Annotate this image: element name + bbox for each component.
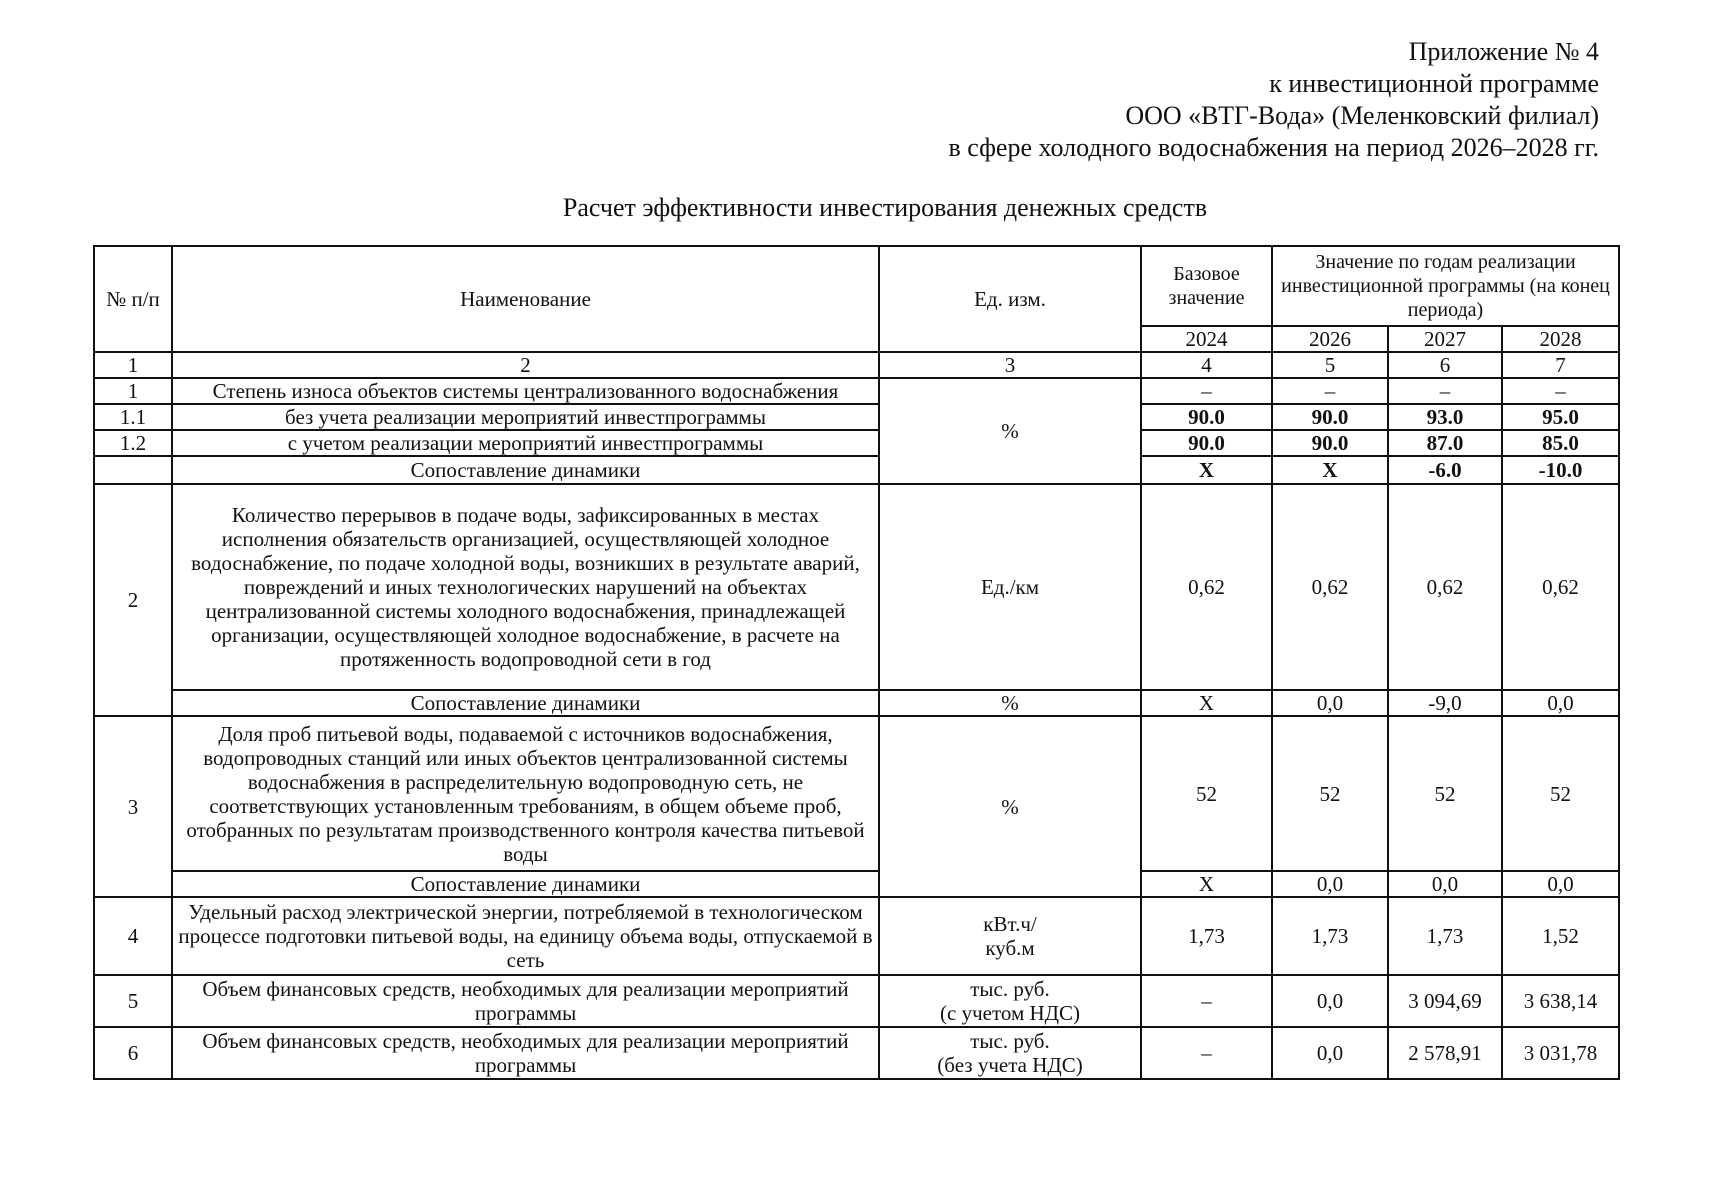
column-number: 7 (1502, 352, 1619, 378)
row-value: 0,0 (1272, 975, 1388, 1027)
row-value: 1,73 (1388, 897, 1502, 975)
row-value: -6.0 (1388, 456, 1502, 484)
row-num: 1 (94, 378, 172, 404)
row-num: 2 (94, 484, 172, 716)
header-program-reference: к инвестиционной программе (1269, 69, 1599, 98)
row-name: без учета реализации мероприятий инвестпрограммы (172, 404, 879, 430)
row-unit-line: (без учета НДС) (937, 1053, 1083, 1077)
row-value: 90.0 (1272, 404, 1388, 430)
header-cell-year: 2024 (1141, 326, 1272, 352)
row-value: 0,62 (1272, 484, 1388, 690)
row-value: 1,73 (1141, 897, 1272, 975)
row-num: 4 (94, 897, 172, 975)
row-value: 52 (1141, 716, 1272, 871)
row-value: 0,62 (1141, 484, 1272, 690)
header-cell-year: 2028 (1502, 326, 1619, 352)
column-number: 6 (1388, 352, 1502, 378)
row-unit: % (879, 690, 1141, 716)
row-unit: % (879, 716, 1141, 897)
header-cell-unit: Ед. изм. (879, 246, 1141, 352)
row-value: – (1141, 1027, 1272, 1079)
row-value: 1,52 (1502, 897, 1619, 975)
row-name: Объем финансовых средств, необходимых для реализации мероприятий программы (172, 975, 879, 1027)
row-value: 0,0 (1502, 871, 1619, 897)
row-value: 90.0 (1272, 430, 1388, 456)
efficiency-table (93, 245, 1620, 1080)
row-num: 1.2 (94, 430, 172, 456)
table-row (94, 430, 1619, 456)
table-row (94, 404, 1619, 430)
row-value: X (1272, 456, 1388, 484)
row-value: 0,62 (1388, 484, 1502, 690)
row-unit (879, 975, 1141, 1027)
table-row (94, 690, 1619, 716)
table-row (94, 484, 1619, 690)
table-header-row (94, 246, 1619, 326)
row-num (94, 456, 172, 484)
header-cell-name: Наименование (172, 246, 879, 352)
row-unit-line: кВт.ч/ (983, 912, 1037, 936)
header-organization: ООО «ВТГ-Вода» (Меленковский филиал) (1125, 101, 1599, 130)
row-value: 87.0 (1388, 430, 1502, 456)
row-unit (879, 897, 1141, 975)
header-cell-year: 2026 (1272, 326, 1388, 352)
row-name: Удельный расход электрической энергии, потребляемой в технологическом процессе подготовки питьевой воды, на единицу объема воды, отпускаемой в сеть (172, 897, 879, 975)
row-value: 3 638,14 (1502, 975, 1619, 1027)
row-value: 85.0 (1502, 430, 1619, 456)
header-cell-num: № п/п (94, 246, 172, 352)
table-row (94, 897, 1619, 975)
column-number: 2 (172, 352, 879, 378)
row-value: 0,0 (1272, 1027, 1388, 1079)
table-row (94, 975, 1619, 1027)
row-value: – (1502, 378, 1619, 404)
row-value: 3 031,78 (1502, 1027, 1619, 1079)
column-number: 3 (879, 352, 1141, 378)
row-value: X (1141, 690, 1272, 716)
row-value: – (1141, 378, 1272, 404)
row-value: X (1141, 871, 1272, 897)
row-unit-line: (с учетом НДС) (940, 1001, 1080, 1025)
row-value: 90.0 (1141, 404, 1272, 430)
header-period: в сфере холодного водоснабжения на период 2026–2028 гг. (948, 133, 1599, 162)
row-value: 0,0 (1272, 871, 1388, 897)
row-name: Степень износа объектов системы централизованного водоснабжения (172, 378, 879, 404)
row-name: Количество перерывов в подаче воды, зафиксированных в местах исполнения обязательств организацией, осуществляющей холодное водоснабжение, по подаче холодной воды, возникших в результате аварий, повреждений и иных технологических нарушений на объектах централизованной системы холодного водоснабжения, принадлежащей организации, осуществляющей холодное водоснабжение, в расчете на протяженность водопроводной сети в год (172, 484, 879, 690)
row-value: -9,0 (1388, 690, 1502, 716)
header-cell-year: 2027 (1388, 326, 1502, 352)
row-unit-line: тыс. руб. (970, 977, 1050, 1001)
table-row (94, 1027, 1619, 1079)
row-unit: % (879, 378, 1141, 484)
column-number: 1 (94, 352, 172, 378)
row-value: – (1141, 975, 1272, 1027)
row-name: Объем финансовых средств, необходимых для реализации мероприятий программы (172, 1027, 879, 1079)
row-value: 0,62 (1502, 484, 1619, 690)
row-value: 90.0 (1141, 430, 1272, 456)
row-value: 0,0 (1502, 690, 1619, 716)
column-number: 4 (1141, 352, 1272, 378)
header-appendix-number: Приложение № 4 (1408, 37, 1599, 66)
row-unit: Ед./км (879, 484, 1141, 690)
row-name: Сопоставление динамики (172, 690, 879, 716)
column-numbers-row (94, 352, 1619, 378)
row-value: 52 (1502, 716, 1619, 871)
row-value: 0,0 (1388, 871, 1502, 897)
document-header (948, 36, 1599, 164)
row-value: – (1272, 378, 1388, 404)
document-title: Расчет эффективности инвестирования денежных средств (562, 193, 1208, 222)
row-unit-line: тыс. руб. (970, 1029, 1050, 1053)
row-value: 52 (1388, 716, 1502, 871)
column-number: 5 (1272, 352, 1388, 378)
row-unit (879, 1027, 1141, 1079)
row-name: Сопоставление динамики (172, 871, 879, 897)
row-value: 95.0 (1502, 404, 1619, 430)
row-num: 5 (94, 975, 172, 1027)
row-value: X (1141, 456, 1272, 484)
row-value: – (1388, 378, 1502, 404)
row-value: 0,0 (1272, 690, 1388, 716)
row-unit-line: куб.м (985, 936, 1035, 960)
table-row (94, 871, 1619, 897)
row-name: Сопоставление динамики (172, 456, 879, 484)
row-value: 1,73 (1272, 897, 1388, 975)
row-name: с учетом реализации мероприятий инвестпрограммы (172, 430, 879, 456)
header-cell-years-group: Значение по годам реализации инвестиционной программы (на конец периода) (1272, 246, 1619, 326)
row-num: 3 (94, 716, 172, 897)
row-name: Доля проб питьевой воды, подаваемой с источников водоснабжения, водопроводных станций или иных объектов централизованной системы водоснабжения в распределительную водопроводную сеть, не соответствующих установленным требованиям, в общем объеме проб, отобранных по результатам производственного контроля качества питьевой воды (172, 716, 879, 871)
table-row (94, 456, 1619, 484)
row-value: -10.0 (1502, 456, 1619, 484)
row-num: 6 (94, 1027, 172, 1079)
row-value: 2 578,91 (1388, 1027, 1502, 1079)
table-row (94, 378, 1619, 404)
header-cell-base: Базовое значение (1141, 246, 1272, 326)
table-row (94, 716, 1619, 871)
row-value: 93.0 (1388, 404, 1502, 430)
row-num: 1.1 (94, 404, 172, 430)
row-value: 52 (1272, 716, 1388, 871)
row-value: 3 094,69 (1388, 975, 1502, 1027)
